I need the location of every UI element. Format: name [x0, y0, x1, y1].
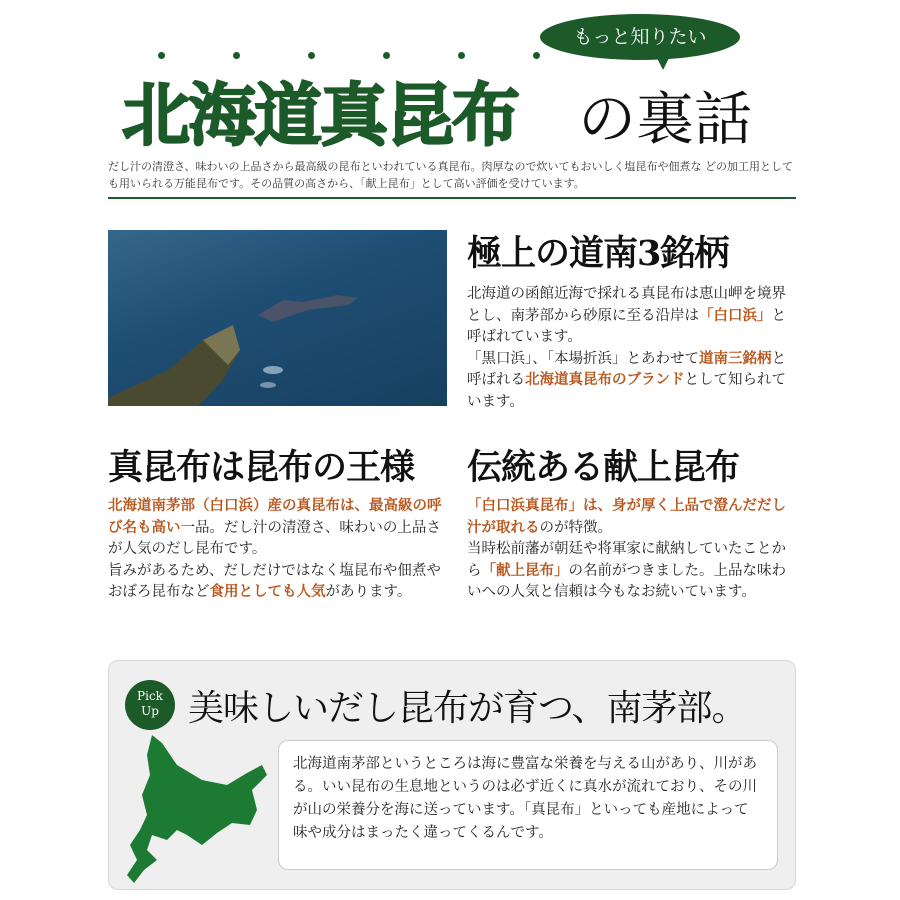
more-info-bubble: [540, 14, 740, 60]
highlight-text: 食用としても人気: [209, 584, 326, 600]
title-dot: [458, 52, 465, 59]
pickup-badge: [125, 680, 175, 730]
page-subtitle: の裏話: [578, 85, 753, 153]
pickup-title: 美味しいだし昆布が育つ、南茅部。: [188, 688, 747, 729]
title-dot: [158, 52, 165, 59]
body-text: 一品。だし汁の清澄さ、味わいの上品さが人気のだし昆布です。: [108, 519, 441, 557]
highlight-text: 「白口浜」: [699, 307, 772, 324]
highlight-text: 「白口浜真昆布」は、身が厚く上品で澄んだだし汁が取れる: [467, 498, 786, 536]
badge-line1: Pick: [137, 689, 163, 703]
hokkaido-map-icon: [122, 735, 272, 885]
intro-text: だし汁の清澄さ、味わいの上品さから最高級の昆布といわれている真昆布。肉厚なので炊いてもおいしく塩昆布や佃煮な どの加工用としても用いられる万能昆布です。その品質の高さから、「献上昆布」として高い評価を受けています。: [108, 160, 794, 190]
body-text: 当時松前藩が朝廷や将軍家に献納していたことから: [467, 541, 786, 579]
body-text: の名前がつきました。上品な味わいへの人気と信頼は今もなお続いています。: [467, 562, 786, 600]
title-dot: [383, 52, 390, 59]
highlight-text: 北海道真昆布のブランド: [525, 372, 685, 388]
body-text: と呼ばれています。: [467, 307, 786, 345]
body-text: 「黒口浜」、「本場折浜」とあわせて: [467, 350, 699, 367]
body-text: として知られています。: [467, 372, 786, 410]
body-text: があります。: [325, 584, 412, 600]
body-text: のが特徴。: [539, 519, 612, 536]
pickup-text-box: [278, 740, 778, 870]
divider: [108, 197, 796, 199]
highlight-text: 道南三銘柄: [699, 350, 772, 367]
section-text-tribute: [467, 496, 787, 604]
bubble-tail: [655, 54, 671, 70]
coast-aerial-photo: [108, 230, 447, 406]
section-heading-tribute: 伝統ある献上昆布: [467, 447, 740, 488]
section-text-king: [108, 496, 443, 604]
badge-line2: Up: [141, 704, 159, 718]
title-dot: [233, 52, 240, 59]
highlight-text: 「献上昆布」: [481, 562, 569, 579]
highlight-text: 北海道南茅部（白口浜）産の真昆布は、最高級の呼び名も高い: [108, 498, 442, 536]
body-text: 北海道の函館近海で採れる真昆布は恵山岬を境界とし、南茅部から砂原に至る沿岸は: [467, 286, 786, 324]
section-heading-brands: 極上の道南3銘柄: [467, 233, 729, 274]
title-dot: [533, 52, 540, 59]
pickup-text: 北海道南茅部というところは海に豊富な栄養を与える山があり、川がある。いい昆布の生息地というのは必ず近くに真水が流れており、その川が山の栄養分を海に送っています。「真昆布」といっても産地によって味や成分はまったく違ってくるんです。: [293, 756, 757, 841]
body-text: 旨みがあるため、だしだけではなく塩昆布や佃煮やおぼろ昆布など: [108, 562, 441, 600]
title-dot: [308, 52, 315, 59]
section-text-brands: [467, 284, 787, 413]
body-text: と呼ばれる: [467, 350, 786, 388]
bubble-text: もっと知りたい: [573, 26, 707, 48]
page-title: 北海道真昆布: [122, 77, 519, 156]
section-heading-king: 真昆布は昆布の王様: [108, 447, 415, 488]
